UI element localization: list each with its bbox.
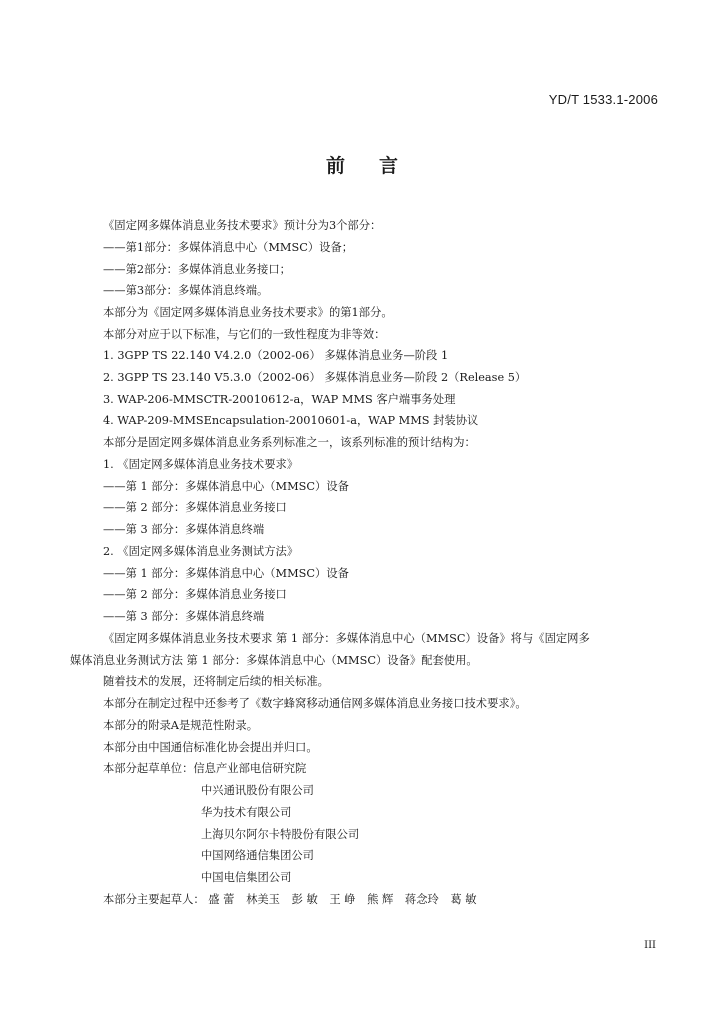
list-item: ——第 2 部分：多媒体消息业务接口: [103, 501, 287, 514]
page-number: III: [644, 940, 656, 951]
list-item: ——第 3 部分：多媒体消息终端: [103, 523, 265, 536]
paragraph-line: 本部分的附录A是规范性附录。: [103, 719, 259, 732]
list-item: ——第 1 部分：多媒体消息中心（MMSC）设备: [103, 567, 349, 580]
reference-item: 4. WAP-209-MMSEncapsulation-20010601-a，WAP MMS 封装协议: [103, 414, 479, 427]
paragraph-line: 本部分是固定网多媒体消息业务系列标准之一，该系列标准的预计结构为：: [103, 436, 476, 449]
drafter-name: 葛 敏: [450, 893, 477, 906]
paragraph-line: 本部分为《固定网多媒体消息业务技术要求》的第1部分。: [103, 306, 393, 319]
paragraph-line: 本部分由中国通信标准化协会提出并归口。: [103, 741, 318, 754]
organization-name: 中国网络通信集团公司: [201, 849, 314, 862]
list-item: 1. 《固定网多媒体消息业务技术要求》: [103, 458, 299, 471]
list-item: ——第 1 部分：多媒体消息中心（MMSC）设备: [103, 480, 349, 493]
drafters-label: 本部分主要起草人：: [103, 893, 205, 906]
list-item: 2. 《固定网多媒体消息业务测试方法》: [103, 545, 299, 558]
drafter-name: 蒋念玲: [404, 893, 439, 906]
paragraph-line: ——第1部分：多媒体消息中心（MMSC）设备；: [103, 241, 354, 254]
drafter-name: 盛 蕾: [208, 893, 235, 906]
reference-item: 2. 3GPP TS 23.140 V5.3.0（2002-06） 多媒体消息业务—阶段 2（Release 5）: [103, 371, 527, 384]
drafter-name: 熊 辉: [367, 893, 394, 906]
list-item: ——第 2 部分：多媒体消息业务接口: [103, 588, 287, 601]
drafting-units-line: 本部分起草单位：信息产业部电信研究院: [103, 762, 307, 775]
drafter-name: 王 峥: [329, 893, 356, 906]
paragraph-line: 《固定网多媒体消息业务技术要求 第 1 部分：多媒体消息中心（MMSC）设备》将与《固定网多: [103, 632, 590, 645]
paragraph-line: ——第2部分：多媒体消息业务接口；: [103, 263, 291, 276]
organization-name: 中国电信集团公司: [201, 871, 292, 884]
page-title: 前言: [325, 155, 432, 177]
reference-item: 1. 3GPP TS 22.140 V4.2.0（2002-06） 多媒体消息业务—阶段 1: [103, 349, 449, 362]
organization-name: 中兴通讯股份有限公司: [201, 784, 314, 797]
organization-name: 上海贝尔阿尔卡特股份有限公司: [201, 828, 360, 841]
paragraph-line: 本部分在制定过程中还参考了《数字蜂窝移动通信网多媒体消息业务接口技术要求》。: [103, 697, 527, 710]
drafters-line: [103, 892, 477, 908]
paragraph-line: 本部分对应于以下标准，与它们的一致性程度为非等效：: [103, 328, 386, 341]
paragraph-line: ——第3部分：多媒体消息终端。: [103, 284, 269, 297]
drafter-name: 彭 敏: [291, 893, 318, 906]
organization-name: 华为技术有限公司: [201, 806, 292, 819]
drafter-name: 林美玉: [246, 893, 280, 906]
paragraph-line: 《固定网多媒体消息业务技术要求》预计分为3个部分：: [103, 219, 382, 232]
paragraph-line: 随着技术的发展，还将制定后续的相关标准。: [103, 675, 329, 688]
standard-code: YD/T 1533.1-2006: [548, 92, 658, 107]
paragraph-line: 媒体消息业务测试方法 第 1 部分：多媒体消息中心（MMSC）设备》配套使用。: [70, 654, 478, 667]
reference-item: 3. WAP-206-MMSCTR-20010612-a，WAP MMS 客户端事务处理: [103, 393, 456, 406]
list-item: ——第 3 部分：多媒体消息终端: [103, 610, 265, 623]
